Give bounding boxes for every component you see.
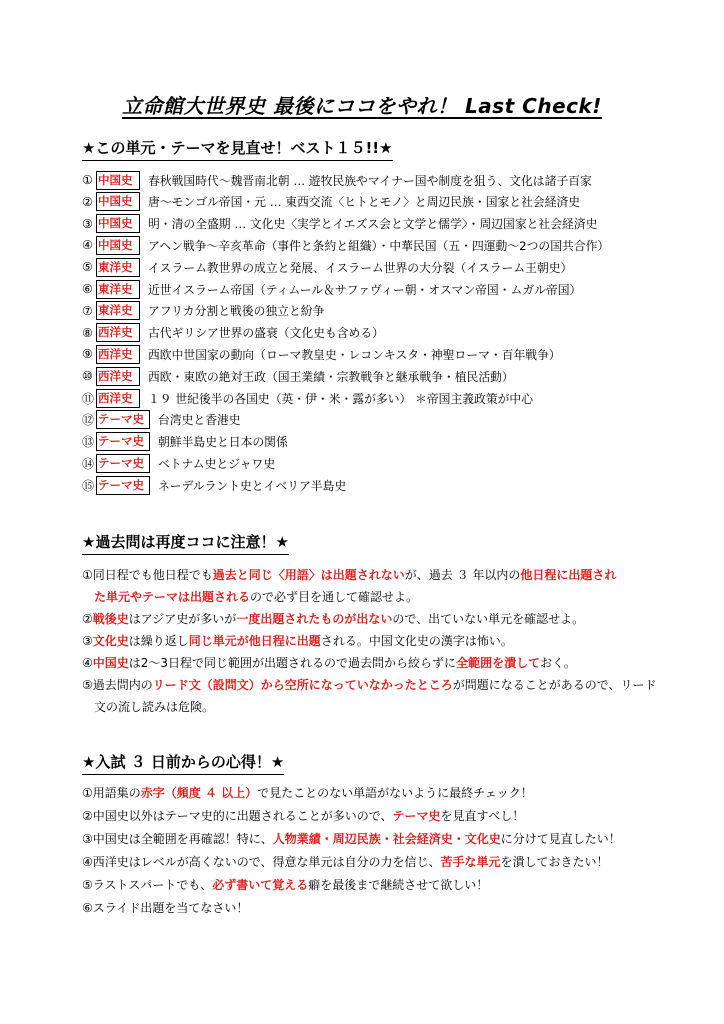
final-tip-5: ⑤ラストスパートでも、必ず書いて覚える癖を最後まで継続させて欲しい！: [82, 878, 489, 892]
item-text: 明・清の全盛期 … 文化史〈実学とイエズス会と文学と儒学〉・周辺国家と社会経済史: [148, 217, 598, 232]
list-item: [82, 257, 572, 277]
item-text: 近世イスラーム帝国（ティムール＆サファヴィー朝・オスマン帝国・ムガル帝国）: [148, 282, 582, 297]
list-item: [82, 453, 275, 473]
list-item: [82, 475, 346, 495]
category-tag: テーマ史: [96, 432, 150, 451]
past-exam-note-2: ②戦後史はアジア史が多いが一度出題されたものが出ないので、出ていない単元を確認せよ。: [82, 612, 585, 626]
item-text: 春秋戦国時代～魏晋南北朝 … 遊牧民族やマイナー国や制度を狙う、文化は諸子百家: [148, 173, 592, 188]
item-number: ⑤: [82, 260, 93, 275]
list-item: [82, 366, 514, 386]
final-tip-4: ④西洋史はレベルが高くないので、得意な単元は自分の力を信じ、苦手な単元を潰しておきたい！: [82, 855, 609, 869]
category-tag: 中国史: [96, 171, 140, 190]
category-tag: 東洋史: [96, 280, 140, 299]
category-tag: 中国史: [96, 192, 140, 211]
item-number: ⑥: [82, 282, 93, 296]
list-item: [82, 279, 581, 299]
category-tag: テーマ史: [96, 476, 150, 495]
past-exam-note-4: ④中国史は2～3日程で同じ範囲が出題されるので過去問から絞らずに全範囲を潰しておく。: [82, 656, 576, 670]
category-tag: 中国史: [96, 236, 140, 255]
final-tip-6: ⑥スライド出題を当てなさい！: [82, 901, 249, 915]
item-number: ⑨: [82, 347, 93, 362]
category-tag: 西洋史: [96, 389, 140, 408]
item-number: ②: [82, 194, 93, 209]
item-number: ⑧: [82, 325, 93, 340]
category-tag: 西洋史: [96, 345, 140, 364]
item-text: 古代ギリシア世界の盛衰（文化史も含める）: [148, 326, 384, 341]
item-number: ③: [82, 216, 93, 231]
list-item: [82, 344, 561, 364]
item-number: ⑦: [82, 303, 93, 318]
category-tag: 東洋史: [96, 301, 140, 320]
item-text: イスラーム教世界の成立と発展、イスラーム世界の大分裂（イスラーム王朝史）: [148, 260, 573, 275]
section1-heading: ★この単元・テーマを見直せ！ベスト１５!!★: [82, 137, 393, 161]
section3-heading: ★入試 ３ 日前からの心得！★: [82, 751, 284, 775]
category-tag: 東洋史: [96, 258, 140, 277]
item-text: １９ 世紀後半の各国史（英・伊・米・露が多い） ＊帝国主義政策が中心: [148, 391, 534, 406]
item-text: 西欧中世国家の動向（ローマ教皇史・レコンキスタ・神聖ローマ・百年戦争）: [148, 347, 561, 362]
section2-heading: ★過去問は再度ココに注意！★: [82, 531, 289, 555]
list-item: [82, 170, 592, 190]
category-tag: 西洋史: [96, 367, 140, 386]
past-exam-note-5: ⑤過去問内のリード文（設問文）から空所になっていなかったところが問題になることがあるので、リード 文の流し読みは危険。: [82, 678, 657, 714]
category-tag: テーマ史: [96, 410, 150, 429]
item-number: ④: [82, 238, 93, 253]
item-number: ⑭: [82, 456, 95, 471]
item-text: 唐～モンゴル帝国・元 … 東西交流〈ヒトとモノ〉と周辺民族・国家と社会経済史: [148, 195, 581, 210]
past-exam-note-1: ①同日程でも他日程でも過去と同じ〈用語〉は出題されないが、過去 ３ 年以内の他日程に出題され た単元やテーマは出題されるので必ず目を通して確認せよ。: [82, 568, 617, 604]
list-item: [82, 410, 241, 430]
item-text: 台湾史と香港史: [158, 413, 241, 428]
past-exam-note-3: ③文化史は繰り返し同じ単元が他日程に出題される。中国文化史の漢字は怖い。: [82, 634, 513, 648]
item-number: ⑮: [82, 478, 95, 493]
list-item: [82, 388, 533, 408]
item-number: ⑫: [82, 413, 95, 428]
final-tip-3: ③中国史は全範囲を再確認！特に、人物業績・周辺民族・社会経済史・文化史に分けて見直したい！: [82, 832, 621, 846]
list-item: [82, 301, 324, 321]
item-text: アフリカ分割と戦後の独立と紛争: [148, 304, 325, 319]
list-item: [82, 235, 609, 255]
item-text: ベトナム史とジャワ史: [158, 456, 276, 471]
item-text: ネーデルラント史とイベリア半島史: [158, 478, 347, 493]
item-number: ⑩: [82, 369, 93, 384]
final-tip-1: ①用語集の赤字（頻度 ４ 以上）で見たことのない単語がないように最終チェック！: [82, 786, 533, 800]
category-tag: テーマ史: [96, 454, 150, 473]
list-item: [82, 192, 580, 212]
list-item: [82, 432, 288, 452]
category-tag: 中国史: [96, 214, 140, 233]
category-tag: 西洋史: [96, 323, 140, 342]
item-number: ⑪: [82, 391, 95, 406]
page-title: 立命館大世界史 最後にココをやれ！ Last Check!: [122, 94, 602, 118]
list-item: [82, 214, 597, 234]
list-item: [82, 323, 384, 343]
item-number: ①: [82, 173, 93, 187]
item-text: 西欧・東欧の絶対王政（国王業績・宗教戦争と継承戦争・植民活動）: [148, 369, 514, 384]
item-text: 朝鮮半島史と日本の関係: [158, 435, 288, 450]
item-text: アヘン戦争～辛亥革命（事件と条約と組織）・中華民国（五・四運動～2つの国共合作）: [148, 238, 610, 253]
final-tip-2: ②中国史以外はテーマ史的に出題されることが多いので、テーマ史を見直すべし！: [82, 809, 525, 823]
item-number: ⑬: [82, 435, 95, 450]
